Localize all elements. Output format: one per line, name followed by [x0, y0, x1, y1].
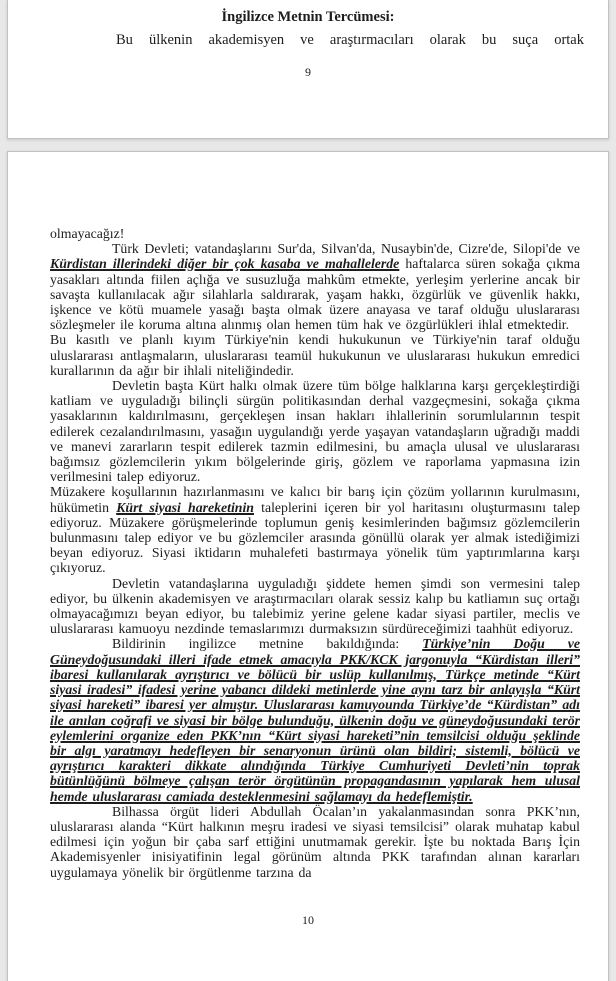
paragraph-1 — [50, 226, 580, 241]
page-10-text-block — [8, 152, 608, 880]
text-segment: Bu kasıtlı ve planlı kıyım Türkiye'nin kendi hukukunun ve Türkiye'nin taraf olduğu uluslararası antlaşmaların, uluslararası teamül hukukunun ve uluslararası hukukun emredici kurallarının da ağır bir ihlali niteliğindedir. — [50, 332, 580, 378]
text-segment: Türk Devleti; vatandaşlarını Sur'da, Silvan'da, Nusaybin'de, Cizre'de, Silopi'de ve — [112, 241, 580, 257]
paragraph-5 — [50, 484, 580, 575]
page-9-number: 9 — [305, 65, 311, 79]
text-segment: Devletin başta Kürt halkı olmak üzere tüm bölge halklarına karşı gerçekleştirdiği katliam ve uyguladığı bilinçli sürgün politikasından derhal vazgeçmesini, sokağa çıkma yasaklarının kaldırılmasını, gerçekleşen insan hakları ihlallerinin sorumlularının tespit edilerek cezalandırılmasını, yasağın uygulandığı yerde yaşayan vatandaşların uğradığı maddi ve manevi zararların tespit edilerek tazmin edilmesini, bu amaçla ulusal ve uluslararası bağımsız gözlemcilerin yıkım bölgelerinde giriş, gözlem ve raporlama yapmasına izin verilmesini talep ediyoruz. — [50, 378, 580, 485]
paragraph-4 — [50, 378, 580, 484]
paragraph-6 — [50, 576, 580, 637]
text-segment: Devletin vatandaşlarına uyguladığı şiddete hemen şimdi son vermesini talep ediyor, bu ülkenin akademisyen ve araştırmacıları olarak sessiz kalıp bu katliamın suç ortağı olmayacağımızı beyan ediyor, bu talebimiz yerine gelene kadar siyasi partiler, meclis ve uluslararası kamuoyu nezdinde temaslarımızı durmaksızın sürdüreceğimizi taahhüt ediyoruz. — [50, 575, 580, 637]
emphasized-segment: Kürt siyasi hareketinin — [116, 499, 254, 515]
text-segment: Müzakere koşullarının hazırlanmasını ve kalıcı bir barış için çözüm yollarının kurulmasını, hükümetin — [50, 484, 580, 515]
paragraph-7 — [50, 636, 580, 803]
text-segment: olmayacağız! — [50, 226, 125, 241]
paragraph-2 — [50, 241, 580, 332]
page-9-last-line: Bu ülkenin akademisyen ve araştırmacıları olarak bu suça ortak — [116, 32, 584, 48]
text-segment: Bilhassa örgüt lideri Abdullah Öcalan’ın yakalanmasından sonra PKK’nın, uluslararası alanda “Kürt halkının meşru iradesi ve siyasi temsilcisi” olarak muhatap kabul edilmesi için yoğun bir çaba sarf ettiğini unutmamak gerekir. İşte bu noktada Barış İçin Akademisyenler inisiyatifinin legal görünüm altında PKK tarafından alınan kararları uygulamaya yönelik bir örgütlenme tarzına da — [50, 803, 580, 880]
page-10 — [7, 151, 609, 981]
text-segment: haftalarca süren sokağa çıkma yasakları altında fiilen açlığa ve susuzluğa mahkûm etmekte, yerleşim yerlerine ancak bir savaşta kullanılacak ağır silahlarla saldırarak, yaşam hakkı, özgürlük ve güvenlik hakkı, işkence ve kötü muamele yasağı başta olmak üzere anayasa ve taraf olduğu uluslararası sözleşmeler ile koruma altına alınmış olan hemen tüm hak ve özgürlükleri ihlal etmektedir. — [50, 256, 580, 333]
text-segment: taleplerini içeren bir yol haritasını oluşturmasını talep ediyoruz. Müzakere görüşmelerinde toplumun geniş kesimlerinden bağımsız gözlemcilerin bulunmasını talep ediyor ve bu gözlemciler arasında gönüllü olarak yer almak istediğimizi beyan ediyoruz. Siyasi iktidarın muhalefeti bastırmaya yönelik tüm yaptırımlarına karşı çıkıyoruz. — [50, 499, 580, 576]
paragraph-8 — [50, 804, 580, 880]
emphasized-segment: Kürdistan illerindeki diğer bir çok kasaba ve mahallelerde — [50, 256, 400, 272]
page-9 — [7, 0, 609, 139]
emphasized-segment: Türkiye’nin Doğu ve Güneydoğusundaki illeri ifade etmek amacıyla PKK/KCK jargonuyla “Kürdistan illeri” ibaresi kullanılarak ayrıştırıcı ve bölücü bir uslüp kullanılmış, Türkçe metinde “Kürt siyasi iradesi” ifadesi yerine yabancı dildeki metinlerde yine aynı tarz bir anlayışla “Kürt siyasi hareketi” ibaresi yer almıştır. Uluslararası kamuyounda Türkiye’de “Kürdistan” adı ile anılan coğrafi ve siyasi bir bölge bulunduğu, ülkenin doğu ve güneydoğusundaki terör eylemlerini organize eden PKK’nın “Kürt siyasi hareketi”nin temsilcisi olduğu şeklinde bir algı yaratmayı hedefleyen bir senaryonun ürünü olan bildiri; sistemli, bölücü ve ayrıştırıcı karakteri dikkate alındığında Türkiye Cumhuriyeti Devleti’nin toprak bütünlüğünü bölmeye çalışan terör örgütünün propagandasının yapılarak hem ulusal hemde uluslararası camiada desteklenmesini sağlamayı da hedeflemiştir. — [50, 636, 580, 804]
text-segment: Bildirinin ingilizce metnine bakıldığında: — [112, 636, 423, 652]
paragraph-3 — [50, 332, 580, 378]
page-10-number: 10 — [302, 913, 314, 927]
translation-heading: İngilizce Metnin Tercümesi: — [221, 9, 395, 25]
